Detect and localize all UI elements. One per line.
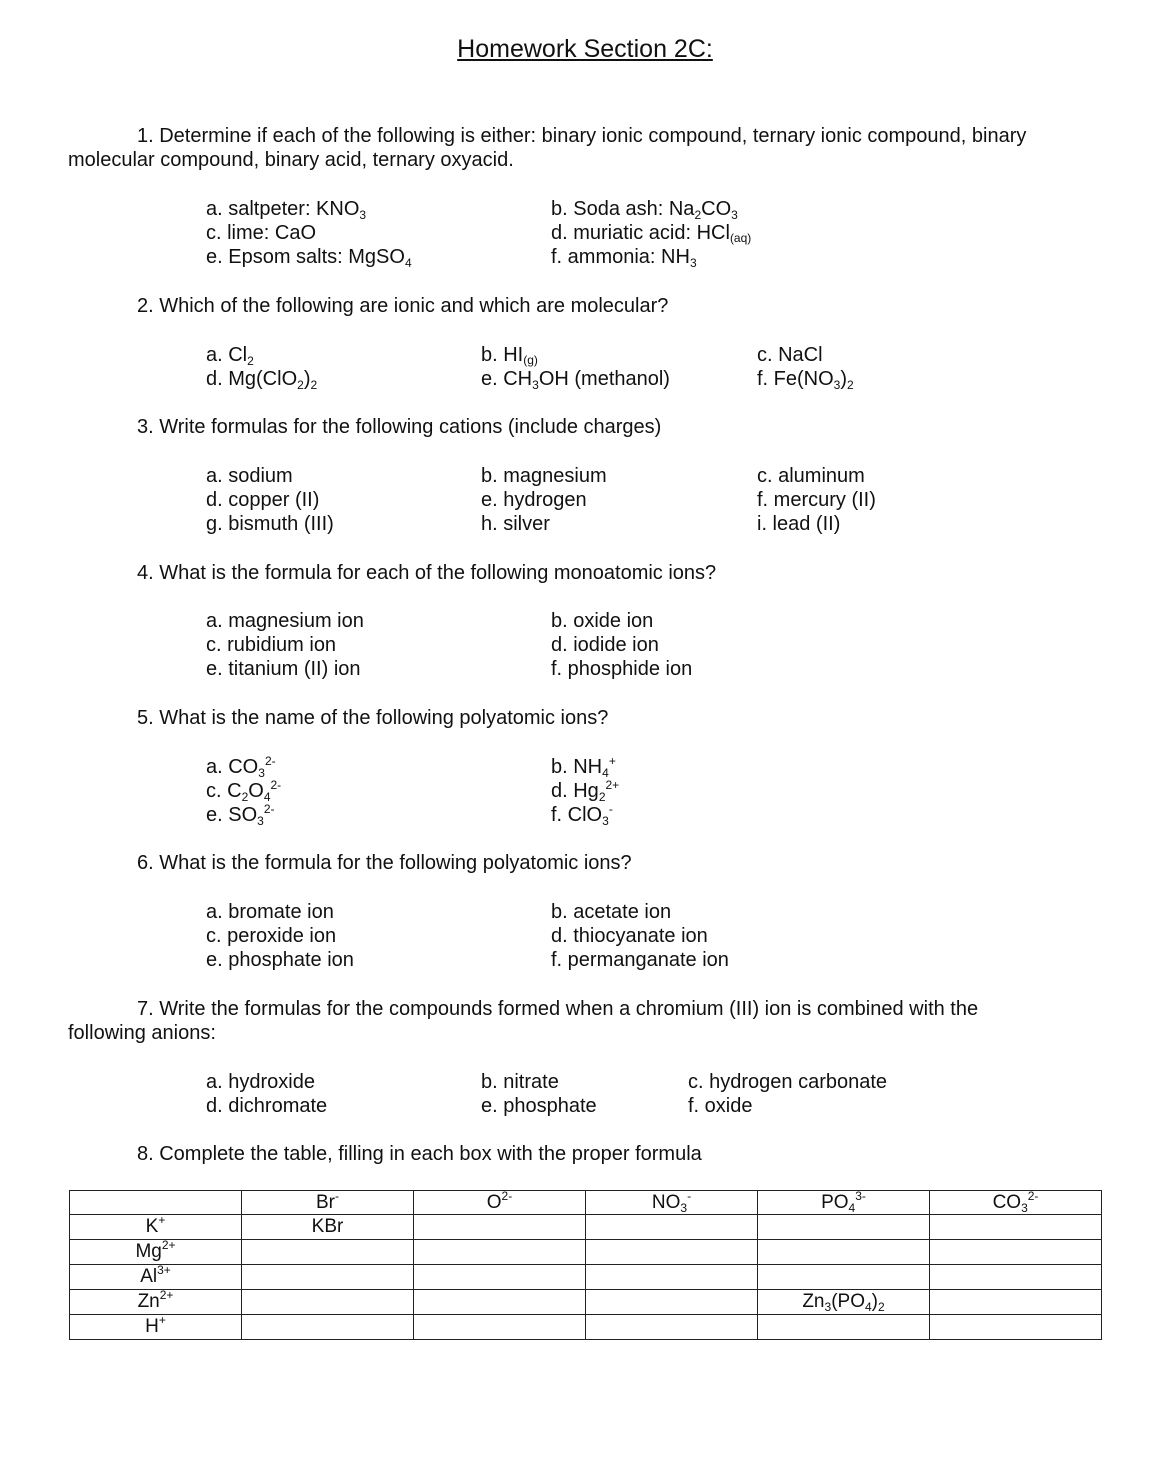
- q6-item-c: c. peroxide ion: [206, 925, 337, 947]
- table-cell[interactable]: [586, 1240, 758, 1265]
- table-cell-zn-po4[interactable]: $Zn_3(PO_4)_2$: [758, 1290, 930, 1315]
- table-cell[interactable]: [930, 1290, 1102, 1315]
- q7-item-b: b. nitrate: [481, 1071, 559, 1093]
- table-cell[interactable]: [758, 1315, 930, 1340]
- table-cell[interactable]: [586, 1215, 758, 1240]
- q5-item-c: c. $C_2O_4^{2-}$: [206, 778, 282, 804]
- table-row: [70, 1315, 1102, 1340]
- q3-item-h: h. silver: [481, 513, 550, 535]
- q3-item-b: b. magnesium: [481, 465, 607, 487]
- q1-item-c: c. lime: CaO: [206, 222, 317, 244]
- q4-item-a: a. magnesium ion: [206, 610, 364, 632]
- q7-item-d: d. dichromate: [206, 1095, 328, 1117]
- question-3-text: 3. Write formulas for the following cations (include charges): [137, 416, 662, 438]
- table-row: [70, 1290, 1102, 1315]
- q3-item-e: e. hydrogen: [481, 489, 587, 511]
- q6-item-a: a. bromate ion: [206, 901, 334, 923]
- table-cell[interactable]: [242, 1240, 414, 1265]
- question-7: [68, 997, 1108, 1045]
- table-cell[interactable]: [758, 1240, 930, 1265]
- q2-item-b: b. HI(g): [481, 344, 538, 367]
- anion-header-o: $O^{2-}$: [414, 1191, 586, 1215]
- table-cell[interactable]: [930, 1265, 1102, 1290]
- table-row: [70, 1240, 1102, 1265]
- q2-item-e: e. $CH_3OH$ (methanol): [481, 368, 670, 392]
- question-1: [68, 124, 1108, 172]
- question-7-text-line2: following anions:: [68, 1022, 216, 1044]
- page-title: Homework Section 2C:: [457, 35, 713, 63]
- q5-item-d: d. $Hg_2^{2+}$: [551, 778, 620, 804]
- table-cell[interactable]: [414, 1240, 586, 1265]
- q2-item-d: d. $Mg(ClO_2)_2$: [206, 368, 318, 392]
- q7-item-c: c. hydrogen carbonate: [688, 1071, 888, 1093]
- q1-item-f: f. ammonia: $NH_3$: [551, 246, 697, 270]
- q4-item-f: f. phosphide ion: [551, 658, 693, 680]
- table-cell[interactable]: [414, 1215, 586, 1240]
- q6-item-b: b. acetate ion: [551, 901, 672, 923]
- q7-item-e: e. phosphate: [481, 1095, 597, 1117]
- table-cell[interactable]: [242, 1315, 414, 1340]
- question-6-text: 6. What is the formula for the following polyatomic ions?: [137, 852, 632, 874]
- q2-item-a: a. $Cl_2$: [206, 344, 254, 368]
- q3-item-c: c. aluminum: [757, 465, 865, 487]
- table-cell[interactable]: [586, 1290, 758, 1315]
- q4-item-d: d. iodide ion: [551, 634, 659, 656]
- table-header-row: [70, 1191, 1102, 1215]
- question-1-text-line1: 1. Determine if each of the following is either: binary ionic compound, ternary ionic compound, binary: [137, 125, 1027, 147]
- q1-item-e: e. Epsom salts: MgSO$_4$: [206, 246, 412, 270]
- table-cell[interactable]: [930, 1215, 1102, 1240]
- q2-item-c: c. NaCl: [757, 344, 823, 366]
- table-cell[interactable]: [930, 1240, 1102, 1265]
- q6-item-d: d. thiocyanate ion: [551, 925, 708, 947]
- table-cell-k-br[interactable]: KBr: [242, 1215, 414, 1240]
- table-cell[interactable]: [414, 1265, 586, 1290]
- question-1-text-line2: molecular compound, binary acid, ternary oxyacid.: [68, 149, 514, 171]
- q3-item-f: f. mercury (II): [757, 489, 876, 511]
- q1-item-a: a. saltpeter: $KNO_3$: [206, 198, 367, 222]
- table-cell[interactable]: [758, 1265, 930, 1290]
- question-2-text: 2. Which of the following are ionic and which are molecular?: [137, 295, 669, 317]
- q3-item-g: g. bismuth (III): [206, 513, 334, 535]
- cation-header-h: H+: [70, 1315, 242, 1340]
- anion-header-co3: $CO_3^{2-}$: [930, 1191, 1102, 1215]
- q7-item-a: a. hydroxide: [206, 1071, 315, 1093]
- cation-header-zn: $Zn^{2+}$: [70, 1290, 242, 1315]
- table-cell[interactable]: [586, 1265, 758, 1290]
- question-4-text: 4. What is the formula for each of the following monoatomic ions?: [137, 562, 717, 584]
- table-cell[interactable]: [930, 1315, 1102, 1340]
- q4-item-c: c. rubidium ion: [206, 634, 337, 656]
- anion-header-br: Br-: [242, 1191, 414, 1215]
- q1-item-d: d. muriatic acid: HCl(aq): [551, 222, 752, 245]
- q4-item-b: b. oxide ion: [551, 610, 654, 632]
- q1-item-b: b. Soda ash: $Na_2CO_3$: [551, 198, 738, 222]
- cation-header-al: $Al^{3+}$: [70, 1265, 242, 1290]
- formula-table: [69, 1190, 1102, 1340]
- q3-item-d: d. copper (II): [206, 489, 320, 511]
- question-8-text: 8. Complete the table, filling in each box with the proper formula: [137, 1143, 702, 1165]
- table-corner-cell: [70, 1191, 242, 1215]
- table-row: [70, 1265, 1102, 1290]
- table-cell[interactable]: [414, 1315, 586, 1340]
- table-cell[interactable]: [414, 1290, 586, 1315]
- q3-item-i: i. lead (II): [757, 513, 841, 535]
- anion-header-po4: $PO_4^{3-}$: [758, 1191, 930, 1215]
- table-cell[interactable]: [758, 1215, 930, 1240]
- q2-item-f: f. $Fe(NO_3)_2$: [757, 368, 854, 392]
- table-cell[interactable]: [242, 1290, 414, 1315]
- anion-header-no3: $NO_3^-$: [586, 1191, 758, 1215]
- q4-item-e: e. titanium (II) ion: [206, 658, 361, 680]
- question-5-text: 5. What is the name of the following polyatomic ions?: [137, 707, 609, 729]
- q3-item-a: a. sodium: [206, 465, 293, 487]
- q5-item-e: e. $SO_3^{2-}$: [206, 802, 275, 828]
- q6-item-f: f. permanganate ion: [551, 949, 729, 971]
- q5-item-f: f. ClO$_3$-: [551, 802, 613, 828]
- table-cell[interactable]: [586, 1315, 758, 1340]
- q7-item-f: f. oxide: [688, 1095, 753, 1117]
- question-7-text-line1: 7. Write the formulas for the compounds formed when a chromium (III) ion is combined with the: [137, 998, 979, 1020]
- q6-item-e: e. phosphate ion: [206, 949, 354, 971]
- cation-header-k: K+: [70, 1215, 242, 1240]
- table-cell[interactable]: [242, 1265, 414, 1290]
- table-row: [70, 1215, 1102, 1240]
- q5-item-b: b. $NH_4^+$: [551, 754, 616, 780]
- q5-item-a: a. $CO_3^{2-}$: [206, 754, 276, 780]
- cation-header-mg: $Mg^{2+}$: [70, 1240, 242, 1265]
